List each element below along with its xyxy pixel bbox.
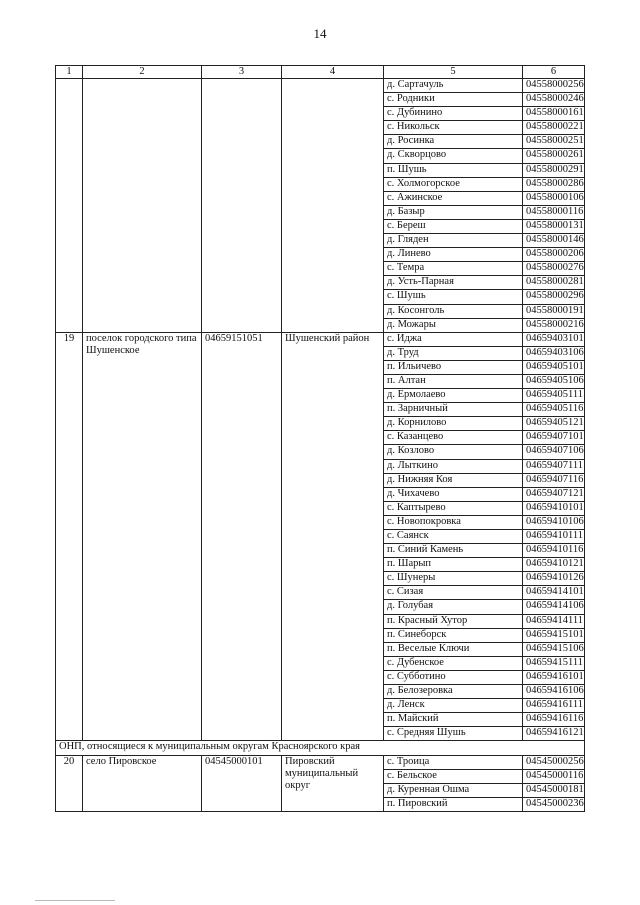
entry-number: 19 [56, 332, 83, 741]
settlement-code: 04659410116 [523, 544, 585, 558]
settlement-code: 04659416116 [523, 713, 585, 727]
settlement-code: 04659416101 [523, 670, 585, 684]
settlement-code: 04558000281 [523, 276, 585, 290]
settlement-code: 04659414101 [523, 586, 585, 600]
settlement-name: д. Чихачево [384, 487, 523, 501]
settlement-name: д. Нижняя Коя [384, 473, 523, 487]
center-code: 04545000101 [202, 755, 282, 811]
settlement-name: д. Скворцово [384, 149, 523, 163]
settlement-name: п. Шарып [384, 558, 523, 572]
settlement-code: 04659415106 [523, 642, 585, 656]
center-code: 04659151051 [202, 332, 282, 741]
settlement-name: д. Линево [384, 248, 523, 262]
settlement-name: д. Корнилово [384, 417, 523, 431]
settlement-name: с. Новопокровка [384, 515, 523, 529]
settlement-code: 04659405111 [523, 389, 585, 403]
settlement-name: с. Шунеры [384, 572, 523, 586]
column-header-1: 1 [56, 66, 83, 79]
settlement-code: 04659410121 [523, 558, 585, 572]
settlement-code: 04659416121 [523, 727, 585, 741]
settlement-name: п. Синий Камень [384, 544, 523, 558]
settlement-code: 04558000206 [523, 248, 585, 262]
settlement-name: с. Казанцево [384, 431, 523, 445]
settlement-name: с. Субботино [384, 670, 523, 684]
settlement-name: д. Сартачуль [384, 79, 523, 93]
settlement-code: 04659410101 [523, 501, 585, 515]
settlement-name: д. Белозеровка [384, 685, 523, 699]
center-name: село Пировское [83, 755, 202, 811]
settlement-name: п. Ильичево [384, 360, 523, 374]
settlement-name: п. Красный Хутор [384, 614, 523, 628]
settlement-name: с. Средняя Шушь [384, 727, 523, 741]
settlement-name: с. Дубенское [384, 656, 523, 670]
settlement-name: с. Иджа [384, 332, 523, 346]
settlement-code: 04659407106 [523, 445, 585, 459]
settlement-code: 04558000191 [523, 304, 585, 318]
settlement-name: д. Можары [384, 318, 523, 332]
settlement-code: 04659416111 [523, 699, 585, 713]
district-cell [282, 79, 384, 333]
settlement-name: д. Лыткино [384, 459, 523, 473]
settlement-code: 04659407116 [523, 473, 585, 487]
settlement-code: 04545000256 [523, 755, 585, 769]
settlement-name: д. Ермолаево [384, 389, 523, 403]
settlement-code: 04545000181 [523, 783, 585, 797]
settlement-name: д. Ленск [384, 699, 523, 713]
settlement-code: 04558000161 [523, 107, 585, 121]
settlement-code: 04659405106 [523, 374, 585, 388]
settlement-name: д. Гляден [384, 234, 523, 248]
settlement-code: 04659415101 [523, 628, 585, 642]
settlement-name: с. Троица [384, 755, 523, 769]
footer-rule [35, 900, 115, 901]
settlement-name: с. Родники [384, 93, 523, 107]
center-code-cell [202, 79, 282, 333]
column-header-row [56, 66, 585, 79]
settlement-code: 04659407121 [523, 487, 585, 501]
settlement-code: 04659403106 [523, 346, 585, 360]
settlement-name: д. Росинка [384, 135, 523, 149]
settlement-name: п. Зарничный [384, 403, 523, 417]
settlement-name: с. Темра [384, 262, 523, 276]
settlement-name: п. Шушь [384, 163, 523, 177]
settlement-name: д. Козлово [384, 445, 523, 459]
settlement-code: 04659410126 [523, 572, 585, 586]
column-header-5: 5 [384, 66, 523, 79]
settlement-name: д. Голубая [384, 600, 523, 614]
settlement-code: 04659407111 [523, 459, 585, 473]
settlement-name: д. Куренная Ошма [384, 783, 523, 797]
settlement-name: д. Базыр [384, 205, 523, 219]
entry-number: 20 [56, 755, 83, 811]
settlement-code: 04659416106 [523, 685, 585, 699]
settlement-code: 04545000236 [523, 797, 585, 811]
entry-number-cell [56, 79, 83, 333]
settlement-code: 04558000286 [523, 177, 585, 191]
settlement-code: 04558000261 [523, 149, 585, 163]
column-header-6: 6 [523, 66, 585, 79]
center-name-cell [83, 79, 202, 333]
settlement-name: с. Никольск [384, 121, 523, 135]
settlement-code: 04558000276 [523, 262, 585, 276]
settlement-name: п. Алтан [384, 374, 523, 388]
table-row [56, 332, 585, 346]
settlement-code: 04558000216 [523, 318, 585, 332]
district-name: Пировский муниципальный округ [282, 755, 384, 811]
settlement-name: с. Холмогорское [384, 177, 523, 191]
settlement-name: п. Синеборск [384, 628, 523, 642]
settlement-name: п. Пировский [384, 797, 523, 811]
settlement-name: д. Косонголь [384, 304, 523, 318]
column-header-2: 2 [83, 66, 202, 79]
settlement-code: 04558000116 [523, 205, 585, 219]
settlement-code: 04659410106 [523, 515, 585, 529]
settlement-code: 04659410111 [523, 530, 585, 544]
settlement-name: с. Каптырево [384, 501, 523, 515]
settlement-code: 04558000221 [523, 121, 585, 135]
district-name: Шушенский район [282, 332, 384, 741]
section-heading: ОНП, относящиеся к муниципальным округам Красноярского края [56, 741, 585, 755]
settlement-code: 04558000131 [523, 219, 585, 233]
settlement-code: 04558000106 [523, 191, 585, 205]
settlement-name: с. Шушь [384, 290, 523, 304]
settlement-code: 04558000256 [523, 79, 585, 93]
settlement-name: с. Бельское [384, 769, 523, 783]
settlement-name: с. Ажинское [384, 191, 523, 205]
settlement-name: с. Береш [384, 219, 523, 233]
settlement-name: д. Труд [384, 346, 523, 360]
center-name: поселок городского типа Шушенское [83, 332, 202, 741]
page-number: 14 [313, 26, 327, 41]
settlement-code: 04659405121 [523, 417, 585, 431]
settlement-name: с. Сизая [384, 586, 523, 600]
settlement-code: 04659407101 [523, 431, 585, 445]
settlement-code: 04659403101 [523, 332, 585, 346]
settlement-code: 04558000251 [523, 135, 585, 149]
settlement-name: п. Веселые Ключи [384, 642, 523, 656]
table-row [56, 755, 585, 769]
settlement-code: 04659414111 [523, 614, 585, 628]
settlement-code: 04659405101 [523, 360, 585, 374]
section-heading-row [56, 741, 585, 755]
column-header-4: 4 [282, 66, 384, 79]
settlement-code: 04659414106 [523, 600, 585, 614]
settlement-code: 04545000116 [523, 769, 585, 783]
settlement-name: с. Саянск [384, 530, 523, 544]
settlement-code: 04659405116 [523, 403, 585, 417]
column-header-3: 3 [202, 66, 282, 79]
settlement-name: п. Майский [384, 713, 523, 727]
settlement-name: д. Усть-Парная [384, 276, 523, 290]
settlement-code: 04558000291 [523, 163, 585, 177]
table-row [56, 79, 585, 93]
settlement-code: 04659415111 [523, 656, 585, 670]
settlement-name: с. Дубинино [384, 107, 523, 121]
settlements-table [55, 65, 585, 812]
settlement-code: 04558000296 [523, 290, 585, 304]
settlement-code: 04558000146 [523, 234, 585, 248]
settlement-code: 04558000246 [523, 93, 585, 107]
